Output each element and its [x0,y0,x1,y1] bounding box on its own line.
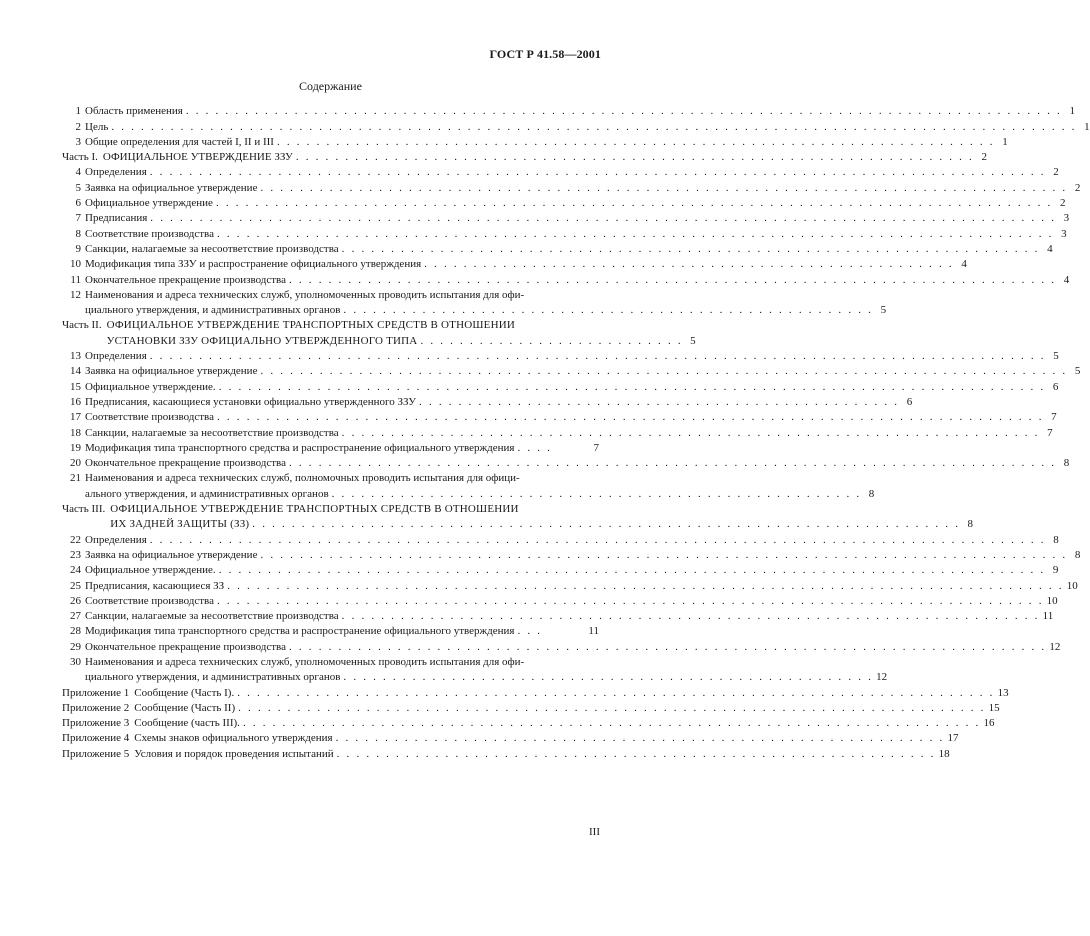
toc-entry-page: 7 [1047,426,1053,439]
toc-entry-title: Официальное утверждение [85,197,213,210]
toc-entry[interactable] [63,363,1081,378]
toc-part-heading[interactable] [62,149,988,164]
dot-leader: . . . . . . . . . . . . . . . . . . . . . . . . . . . . . . . . . . . . . . . . . . . . . . . . . . . . . . . . . . . . . . . . . . . . . . . . . . . . . [237,686,995,699]
toc-entry[interactable] [63,455,1070,470]
toc-entry-page: 18 [938,747,950,760]
dot-leader: . . . . . . . . . . . . . . . . . . . . . . . . . . . . . . . . . . . . . . . . . . . . . . . . . . . . . . . . . . . . . . [335,732,945,745]
toc-entry[interactable] [63,179,1081,194]
toc-entry-title: Соответствие производства [85,411,214,424]
toc-entry-title-line: циального утверждения, и административных органов [85,304,341,317]
dot-leader: . . . . . . . . . . . . . . . . . . . . . . . . . . . [420,334,683,347]
dot-leader: . . . . . . . . . . . . . . . . . . . . . . . . . . . . . . . . . . . . . . . . . . . . . . . . . . . . . . . . . . . . . . . . . . . . . [295,151,975,164]
toc-entry-page: 2 [1053,166,1059,179]
toc-entry-title: Санкции, налагаемые за несоответствие производства [85,242,339,255]
toc-entry-title: Соответствие производства [85,594,214,607]
toc-entry-title-line: Наименования и адреса технических служб, уполномоченных проводить испытания для офи- [85,288,525,301]
toc-entry-page: 5 [1053,350,1059,363]
dot-leader: . . . [517,625,543,638]
dot-leader: . . . . . . . . . . . . . . . . . . . . . . . . . . . . . . . . . . . . . . . . . . . . . . . . . . . . . . . . . . . . . . . . . . . . . . . [341,242,1040,255]
toc-annex[interactable] [62,715,995,730]
toc-entry-title: Санкции, налагаемые за несоответствие производства [85,610,339,623]
toc-entry-number: 19 [70,441,81,454]
annex-label: Приложение 1 [62,686,130,699]
dot-leader: . . . . . . . . . . . . . . . . . . . . . . . . . . . . . . . . . . . . . . . . . . . . . . . . . . . . . . . . . . . . . . . . . . . . . . . . . . . . . . . . . . . . . [217,227,1054,240]
annex-title: Сообщение (Часть I). [134,686,235,699]
toc-entry-page: 17 [947,732,959,745]
table-of-contents [62,103,1090,761]
toc-entry-page: 4 [1047,242,1053,255]
toc-entry-title: Модификация типа транспортного средства и распространение официального утверждения [85,625,515,638]
toc-entry-number: 27 [70,610,81,623]
toc-entry-number: 7 [75,212,81,225]
toc-entry-number: 26 [70,594,81,607]
toc-entry-page: 6 [906,395,913,408]
toc-entry-title: Предписания [85,212,148,225]
toc-entry-page: 12 [1049,640,1061,653]
page-number: III [589,826,600,838]
toc-entry[interactable] [63,623,599,638]
toc-entry[interactable] [63,134,1008,149]
annex-label: Приложение 5 [62,747,130,760]
toc-entry-title: Определения [85,533,147,546]
annex-title: Условия и порядок проведения испытаний [134,747,334,760]
toc-entry-page: 1 [1002,135,1008,148]
dot-leader: . . . . . . . . . . . . . . . . . . . . . . . . . . . . . . . . . . . . . . . . . . . . . . . . . . . . . . . . . . . . . . . . . . . . . . . . . . . . . . . . . . [260,181,1068,194]
dot-leader: . . . . . . . . . . . . . . . . . . . . . . . . . . . . . . . . . . . . . . . . . . . . . . . . . . . . . . . . . . . . . . . . . . . . . . . . . . . . . . [289,273,1057,286]
toc-entry-page: 6 [1052,380,1059,393]
toc-entry-page: 7 [593,441,599,454]
dot-leader: . . . . . . . . . . . . . . . . . . . . . . . . . . . . . . . . . . . . . . . . . . . . . . . . . . . . . . [343,671,874,684]
toc-entry-number: 12 [70,288,81,301]
toc-entry-number: 29 [70,640,81,653]
toc-entry-number: 10 [70,258,81,271]
dot-leader: . . . . . . . . . . . . . . . . . . . . . . . . . . . . . . . . . . . . . . . . . . . . . . . . . . . . . . . . . . . . . . . . . . . . . . . . . . . . . [289,640,1047,653]
dot-leader: . . . . . . . . . . . . . . . . . . . . . . . . . . . . . . . . . . . . . . . . . . . . . . . . . . . . . . . . . . . . . . . . . . . . . . . [341,610,1040,623]
toc-entry[interactable] [63,562,1059,577]
toc-entry[interactable] [63,256,967,271]
dot-leader: . . . . . . . . . . . . . . . . . . . . . . . . . . . . . . . . . . . . . . . . . . . . . . . . . . . . . . [343,304,874,317]
toc-title: Содержание [299,79,362,93]
dot-leader: . . . . . . . . . . . . . . . . . . . . . . . . . . . . . . . . . . . . . . . . . . . . . . . . . . . . . . . . . . . . . . . . . . . . . . . . . . . . . . . . . . . . . . . . . . . [149,350,1046,363]
toc-entry-page: 8 [967,518,974,531]
toc-entry-page: 10 [1046,594,1058,607]
toc-entry-title: Модификация типа транспортного средства и распространение официального утверждения [85,441,515,454]
toc-entry-title-line: Наименования и адреса технических служб, уполномоченных проводить испытания для офи- [85,655,525,668]
standard-code: ГОСТ Р 41.58—2001 [489,47,601,61]
toc-entry[interactable] [63,271,1070,286]
dot-leader: . . . . . . . . . . . . . . . . . . . . . . . . . . . . . . . . . . . . . . . . . . . . . . . . . . . . . . . . . . . . . . . . . . . . . . . . . . . . . . . . . . [260,365,1068,378]
toc-entry[interactable] [63,638,1061,653]
toc-entry-number: 13 [70,350,81,363]
annex-title: Схемы знаков официального утверждения [134,732,333,745]
toc-entry-page: 4 [961,258,967,271]
toc-entry-page: 8 [1053,533,1059,546]
toc-entry-number: 8 [75,227,81,240]
toc-entry-number: 15 [70,380,81,393]
toc-entry-number: 3 [75,135,81,148]
toc-entry-number: 24 [70,564,81,577]
toc-entry-number: 4 [75,166,81,179]
toc-entry[interactable] [63,470,875,501]
toc-entry-page: 3 [1061,227,1067,240]
toc-entry-title: Общие определения для частей I, II и III [85,135,274,148]
dot-leader: . . . . . . . . . . . . . . . . . . . . . . . . . . . . . . . . . . . . . . . . . . . . . . . . . . . . . . [331,487,862,500]
toc-entry-title-line: циального утверждения, и административных органов [85,671,341,684]
toc-entry-page: 9 [1052,564,1059,577]
toc-entry-title: Окончательное прекращение производства [85,273,286,286]
toc-annex[interactable] [62,730,959,745]
toc-entry[interactable] [63,409,1057,424]
toc-entry-number: 1 [75,105,81,118]
dot-leader: . . . . . . . . . . . . . . . . . . . . . . . . . . . . . . . . . . . . . . . . . . . . . . . . . [419,395,900,408]
toc-entry-number: 22 [70,533,81,546]
toc-entry-number: 23 [70,548,81,561]
part-label: Часть I. [62,151,98,164]
annex-label: Приложение 4 [62,732,130,745]
toc-entry-page: 1 [1084,120,1090,133]
dot-leader: . . . . . . . . . . . . . . . . . . . . . . . . . . . . . . . . . . . . . . . . . . . . . . . . . . . . . . . . . . . . . . . . . . . . . . . . . . . . . . . . . . . . [217,411,1044,424]
toc-entry[interactable] [63,241,1053,256]
toc-entry[interactable] [63,378,1059,393]
toc-entry-number: 2 [75,120,81,133]
toc-entry-title: Заявка на официальное утверждение [85,181,258,194]
toc-entry-number: 14 [70,365,81,378]
part-label: Часть II. [62,319,102,332]
toc-part-heading[interactable] [62,317,696,348]
dot-leader: . . . . . . . . . . . . . . . . . . . . . . . . . . . . . . . . . . . . . . . . . . . . . . . . . . . . . . . . . . . . . . . . . . . . . . . [341,426,1040,439]
toc-entry-number: 30 [70,655,81,668]
toc-entry-page: 13 [997,686,1009,699]
toc-entry-number: 16 [70,395,81,408]
toc-entry[interactable] [63,195,1066,210]
toc-entry-page: 3 [1063,212,1070,225]
toc-entry[interactable] [63,394,913,409]
part-title: ОФИЦИАЛЬНОЕ УТВЕРЖДЕНИЕ ЗЗУ [102,151,293,164]
toc-entry-title-line: ального утверждения, и административных органов [85,487,329,500]
toc-entry-page: 10 [1066,579,1078,592]
toc-entry-title: Цель [85,120,109,133]
toc-entry-number: 25 [70,579,81,592]
toc-entry[interactable] [63,547,1081,562]
toc-entry-title: Официальное утверждение. [85,380,216,393]
toc-annex[interactable] [62,700,1000,715]
toc-part-heading[interactable] [62,501,974,532]
toc-entry[interactable] [63,608,1054,623]
toc-entry[interactable] [63,424,1053,439]
toc-entry-title: Область применения [85,105,183,118]
dot-leader: . . . . . . . . . . . . . . . . . . . . . . . . . . . . . . . . . . . . . . . . . . . . . . . . . . . . . . . . . . . . . . . . . . . . . . . . . . . . . . . . . . . . [218,564,1046,577]
toc-entry-page: 2 [1074,181,1081,194]
dot-leader: . . . . [517,441,553,454]
toc-entry-page: 15 [988,701,1000,714]
dot-leader: . . . . . . . . . . . . . . . . . . . . . . . . . . . . . . . . . . . . . . . . . . . . . . . . . . . . . . . . . . . . . . . . . . . . . . . . . . . . . . . . . . . . [218,380,1046,393]
toc-entry-page: 1 [1069,105,1075,118]
dot-leader: . . . . . . . . . . . . . . . . . . . . . . . . . . . . . . . . . . . . . . . . . . . . . . . . . . . . . . . . . . . . . . . . . . . . . . . . . . . . . . [289,457,1057,470]
toc-entry[interactable] [63,593,1058,608]
toc-entry-title: Заявка на официальное утверждение [85,548,258,561]
toc-entry-number: 5 [75,181,81,194]
annex-title: Сообщение (Часть II) [134,701,236,714]
toc-annex[interactable] [62,684,1009,699]
annex-title: Сообщение (часть III). [134,717,240,730]
toc-entry-title-line: Наименования и адреса технических служб, полномочных проводить испытания для офици- [85,472,520,485]
dot-leader: . . . . . . . . . . . . . . . . . . . . . . . . . . . . . . . . . . . . . . . . . . . . . . . . . . . . . . . . . . . . . . . . . . . . . . . . . . . . . . . . . . . . . [215,197,1053,210]
dot-leader: . . . . . . . . . . . . . . . . . . . . . . . . . . . . . . . . . . . . . . . . . . . . . . . . . . . . . . . . . . . . . . . . . . . . . . . . . . . . . . . . . . . . [217,594,1044,607]
toc-entry-number: 18 [70,426,81,439]
dot-leader: . . . . . . . . . . . . . . . . . . . . . . . . . . . . . . . . . . . . . . . . . . . . . . . . . . . . . . . . . . . . . . . . . . . . . . . . . [276,135,995,148]
dot-leader: . . . . . . . . . . . . . . . . . . . . . . . . . . . . . . . . . . . . . . . . . . . . . . . . . . . . . . . . . . . . . . . . . . . . . . . . . . . . . . . . . . . . . [227,579,1064,592]
annex-label: Приложение 3 [62,717,130,730]
toc-entry-page: 2 [1060,197,1066,210]
toc-entry-number: 20 [70,457,81,470]
dot-leader: . . . . . . . . . . . . . . . . . . . . . . . . . . . . . . . . . . . . . . . . . . . . . . . . . . . . . . . . . . . . . . . . . . . . . . . . . . . . . . . . . . . . . . . . . [185,105,1062,118]
dot-leader: . . . . . . . . . . . . . . . . . . . . . . . . . . . . . . . . . . . . . . . . . . . . . . . . . . . . . . . . . . . . . . . . . . . . . . . . . . . . . . . . . . . . . . . . . . . . . . . . . . [111,120,1077,133]
dot-leader: . . . . . . . . . . . . . . . . . . . . . . . . . . . . . . . . . . . . . . . . . . . . . . . . . . . . . . . . . . . . . . . . . . . . . . . . . . . . . . . . . . . . . . . . . . . [149,533,1046,546]
toc-entry-page: 8 [1074,548,1081,561]
toc-annex[interactable] [62,745,950,760]
toc-entry-page: 4 [1063,273,1070,286]
part-title-line: ОФИЦИАЛЬНОЕ УТВЕРЖДЕНИЕ ТРАНСПОРТНЫХ СРЕДСТВ В ОТНОШЕНИИ [110,503,519,516]
toc-entry[interactable] [63,654,888,685]
dot-leader: . . . . . . . . . . . . . . . . . . . . . . . . . . . . . . . . . . . . . . . . . . . . . . . . . . . . . . . . . . . . . . . . . . . . . . . . . . . . . . . . . . . . . . . . . . . . [150,212,1057,225]
toc-entry[interactable] [63,164,1059,179]
toc-entry[interactable] [63,287,887,318]
annex-label: Приложение 2 [62,701,130,714]
dot-leader: . . . . . . . . . . . . . . . . . . . . . . . . . . . . . . . . . . . . . . . . . . . . . . . . . . . . . . . . . . . . . [336,747,936,760]
toc-entry-page: 12 [876,671,888,684]
part-title-line: ИХ ЗАДНЕЙ ЗАЩИТЫ (ЗЗ) [110,518,250,531]
toc-entry[interactable] [63,440,599,455]
toc-entry-number: 6 [75,197,81,210]
toc-entry-title: Соответствие производства [85,227,214,240]
toc-entry-number: 11 [70,273,81,286]
toc-entry[interactable] [63,103,1075,118]
toc-entry[interactable] [63,118,1090,133]
toc-entry-page: 16 [983,717,995,730]
toc-entry-page: 2 [981,151,988,164]
part-title-line: УСТАНОВКИ ЗЗУ ОФИЦИАЛЬНО УТВЕРЖДЕННОГО ТИПА [106,334,418,347]
part-label: Часть III. [62,503,106,516]
toc-entry[interactable] [63,210,1070,225]
toc-entry-title: Предписания, касающиеся ЗЗ [85,579,225,592]
toc-entry-title: Определения [85,350,147,363]
part-title-line: ОФИЦИАЛЬНОЕ УТВЕРЖДЕНИЕ ТРАНСПОРТНЫХ СРЕДСТВ В ОТНОШЕНИИ [106,319,516,332]
toc-entry-page: 8 [868,487,875,500]
toc-entry-title: Определения [85,166,147,179]
toc-entry-number: 28 [70,625,81,638]
dot-leader: . . . . . . . . . . . . . . . . . . . . . . . . . . . . . . . . . . . . . . . . . . . . . . . . . . . . . . . . . . . . . . . . . . . . . . . . [252,518,961,531]
toc-entry-number: 17 [70,411,81,424]
toc-entry-title: Заявка на официальное утверждение [85,365,258,378]
toc-entry[interactable] [63,348,1059,363]
toc-entry-title: Модификация типа ЗЗУ и распространение официального утверждения [85,258,422,271]
dot-leader: . . . . . . . . . . . . . . . . . . . . . . . . . . . . . . . . . . . . . . . . . . . . . . . . . . . . . . [424,258,954,271]
toc-entry[interactable] [63,531,1059,546]
toc-entry-title: Предписания, касающиеся установки официально утвержденного ЗЗУ [85,395,417,408]
toc-entry-number: 21 [70,472,81,485]
toc-entry-page: 5 [880,304,887,317]
dot-leader: . . . . . . . . . . . . . . . . . . . . . . . . . . . . . . . . . . . . . . . . . . . . . . . . . . . . . . . . . . . . . . . . . . . . . . . . . . . . [238,701,986,714]
toc-entry-page: 8 [1063,457,1070,470]
toc-entry-page: 11 [588,625,599,638]
dot-leader: . . . . . . . . . . . . . . . . . . . . . . . . . . . . . . . . . . . . . . . . . . . . . . . . . . . . . . . . . . . . . . . . . . . . . . . . . . . [242,717,981,730]
toc-entry-title: Официальное утверждение. [85,564,216,577]
toc-entry-number: 9 [75,242,81,255]
toc-entry-page: 7 [1051,411,1057,424]
toc-entry-title: Окончательное прекращение производства [85,457,286,470]
toc-entry-title: Окончательное прекращение производства [85,640,286,653]
toc-entry[interactable] [63,225,1067,240]
dot-leader: . . . . . . . . . . . . . . . . . . . . . . . . . . . . . . . . . . . . . . . . . . . . . . . . . . . . . . . . . . . . . . . . . . . . . . . . . . . . . . . . . . [260,548,1068,561]
toc-entry-page: 5 [1074,365,1081,378]
toc-entry-title: Санкции, налагаемые за несоответствие производства [85,426,339,439]
dot-leader: . . . . . . . . . . . . . . . . . . . . . . . . . . . . . . . . . . . . . . . . . . . . . . . . . . . . . . . . . . . . . . . . . . . . . . . . . . . . . . . . . . . . . . . . . . . [149,166,1046,179]
toc-entry-page: 5 [690,334,696,347]
toc-entry[interactable] [63,577,1078,592]
toc-entry-page: 11 [1042,610,1054,623]
